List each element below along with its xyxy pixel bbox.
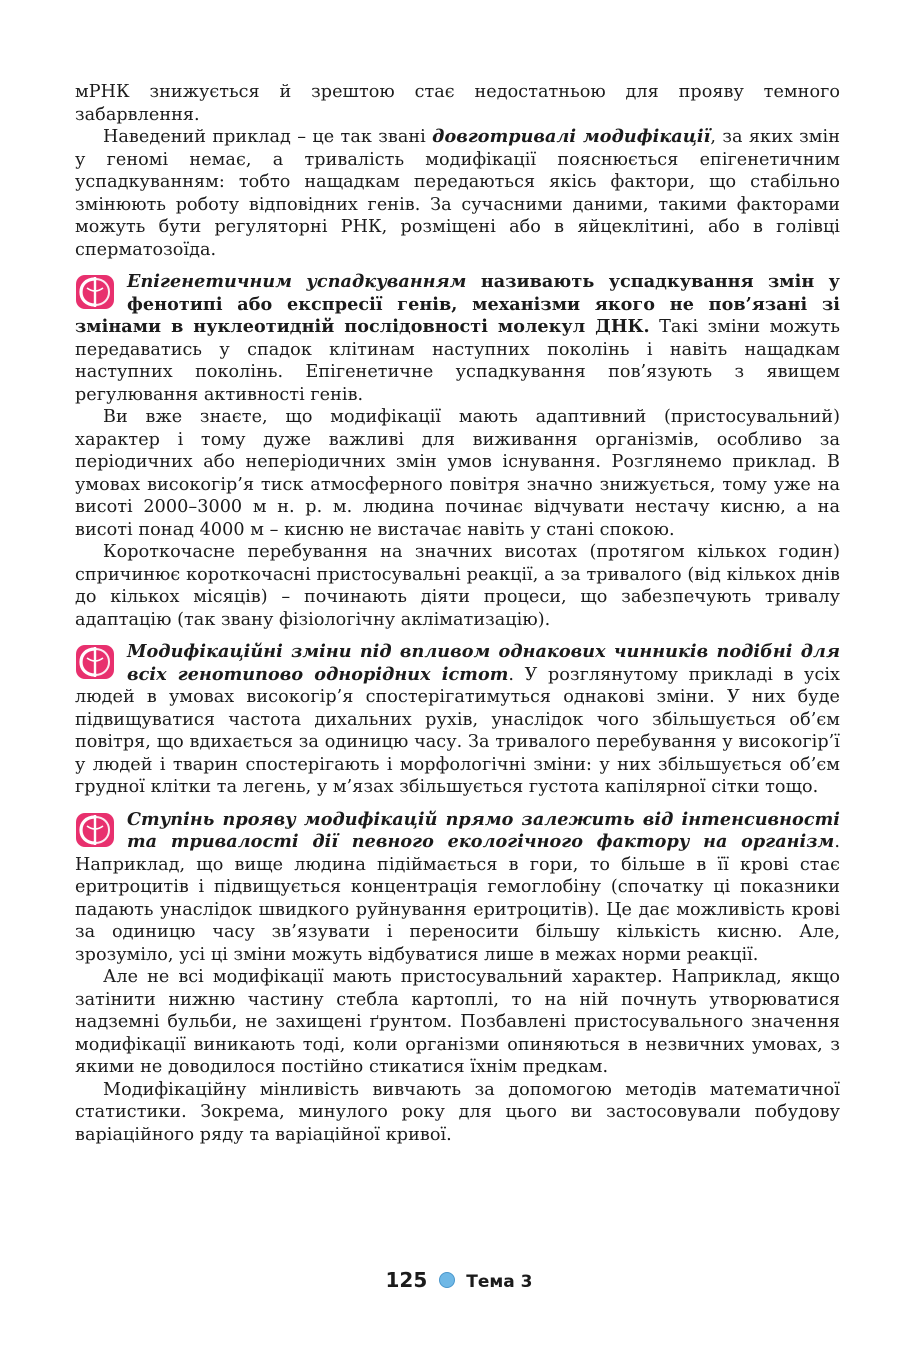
paragraph-2-text-rest: , за яких змін у геномі немає, а тривалість модифікації пояснюється епігенетичним успадкуванням: тобто нащадкам передаються якісь фактори, що стабільно змінюють роботу відповідних генів. За сучасними даними, такими факторами можуть бути регуляторні РНК, розміщені або в яйцеклітині, або в голівці сперматозоїда. (75, 127, 840, 260)
paragraph-4: Короткочасне перебування на значних висотах (протягом кількох годин) спричинює короткочасні пристосувальні реакції, а за тривалого (від кількох днів до кількох місяців) – починають діяти процеси, що забезпечують тривалу адаптацію (так звану фізіологічну акліматизацію). (75, 542, 840, 630)
page-number: 125 (385, 1268, 428, 1292)
rule-3-text: . Наприклад, що вище людина підіймається в гори, то більше в її крові стає еритроцитів і підвищується концентрація гемоглобіну (спочатку ці показники падають унаслідок швидкого руйнування еритроцитів). Це дає можливість крові за одиницю часу зв’язувати і переносити більшу кількість кисню. Але, зрозуміло, усі ці зміни можуть відбуватися лише в межах норми реакції. (75, 832, 840, 965)
paragraph-6: Модифікаційну мінливість вивчають за допомогою методів математичної статистики. Зокрема, минулого року для цього ви застосовували побудову варіаційного ряду та варіаційної кривої. (75, 1079, 840, 1145)
paragraph-2-text: Наведений приклад – це так звані (103, 127, 433, 147)
rule-epigenetic-inheritance (75, 271, 840, 406)
rule-1-definition: називають успадкування змін у фенотипі або експресії генів, механізми якого не пов’язані зі змінами в нуклеотидній послідовності молекул ДНК. (75, 271, 840, 337)
rule-marker-icon (75, 812, 115, 848)
rule-degree-of-modification (75, 809, 840, 967)
term-long-term-modifications: довготривалі модифікації (432, 126, 711, 147)
page-footer (0, 1268, 918, 1292)
rule-marker-icon (75, 274, 115, 310)
term-epigenetic-inheritance: Епігенетичним успадкуванням (127, 271, 467, 292)
rule-1-text: Такі зміни можуть передаватись у спадок клітинам наступних поколінь і навіть нащадкам наступних поколінь. Епігенетичне успадкування пов’язують з явищем регулювання активності генів. (75, 317, 841, 405)
rule-3-statement: Ступінь прояву модифікацій прямо залежить від інтенсивності та тривалості дії певного екологічного фактору на організм (127, 808, 840, 852)
rule-2-text: . У розглянутому прикладі в усіх людей в умовах високогір’я спостерігатимуться однакові зміни. У них буде підвищуватися частота дихальних рухів, унаслідок чого збільшується об’єм повітря, що вдихається за одиницю часу. За тривалого перебування у високогір’ї у людей і тварин спостерігають і морфологічні зміни: у них збільшується об’єм грудної клітки та легень, у м’язах збільшується густота капілярної сітки тощо. (75, 664, 841, 797)
page-content (75, 81, 840, 1146)
paragraph-2 (75, 126, 840, 261)
footer-topic: Тема 3 (466, 1272, 533, 1292)
paragraph-3: Ви вже знаєте, що модифікації мають адаптивний (пристосувальний) характер і тому дуже важливі для виживання організмів, особливо за періодичних або неперіодичних змін умов існування. Розглянемо приклад. В умовах високогір’я тиск атмосферного повітря значно знижується, тому уже на висоті 2000–3000 м н. р. м. людина починає відчувати нестачу кисню, а на висоті понад 4000 м – кисню не вистачає навіть у стані спокою. (75, 407, 840, 540)
paragraph-1: мРНК знижується й зрештою стає недостатньою для прояву темного забарвлення. (75, 82, 840, 125)
rule-2-statement: Модифікаційні зміни під впливом однакових чинників подібні для всіх генотипово однорідних істот (127, 641, 840, 685)
paragraph-5: Але не всі модифікації мають пристосувальний характер. Наприклад, якщо затінити нижню частину стебла картоплі, то на ній почнуть утворюватися надземні бульби, не захищені ґрунтом. Позбавлені пристосувального значення модифікації виникають тоді, коли організми опиняються в незвичних умовах, з якими не доводилося постійно стикатися їхнім предкам. (75, 967, 840, 1077)
rule-similar-modifications (75, 641, 840, 799)
footer-dot-icon (439, 1272, 455, 1288)
rule-marker-icon (75, 644, 115, 680)
